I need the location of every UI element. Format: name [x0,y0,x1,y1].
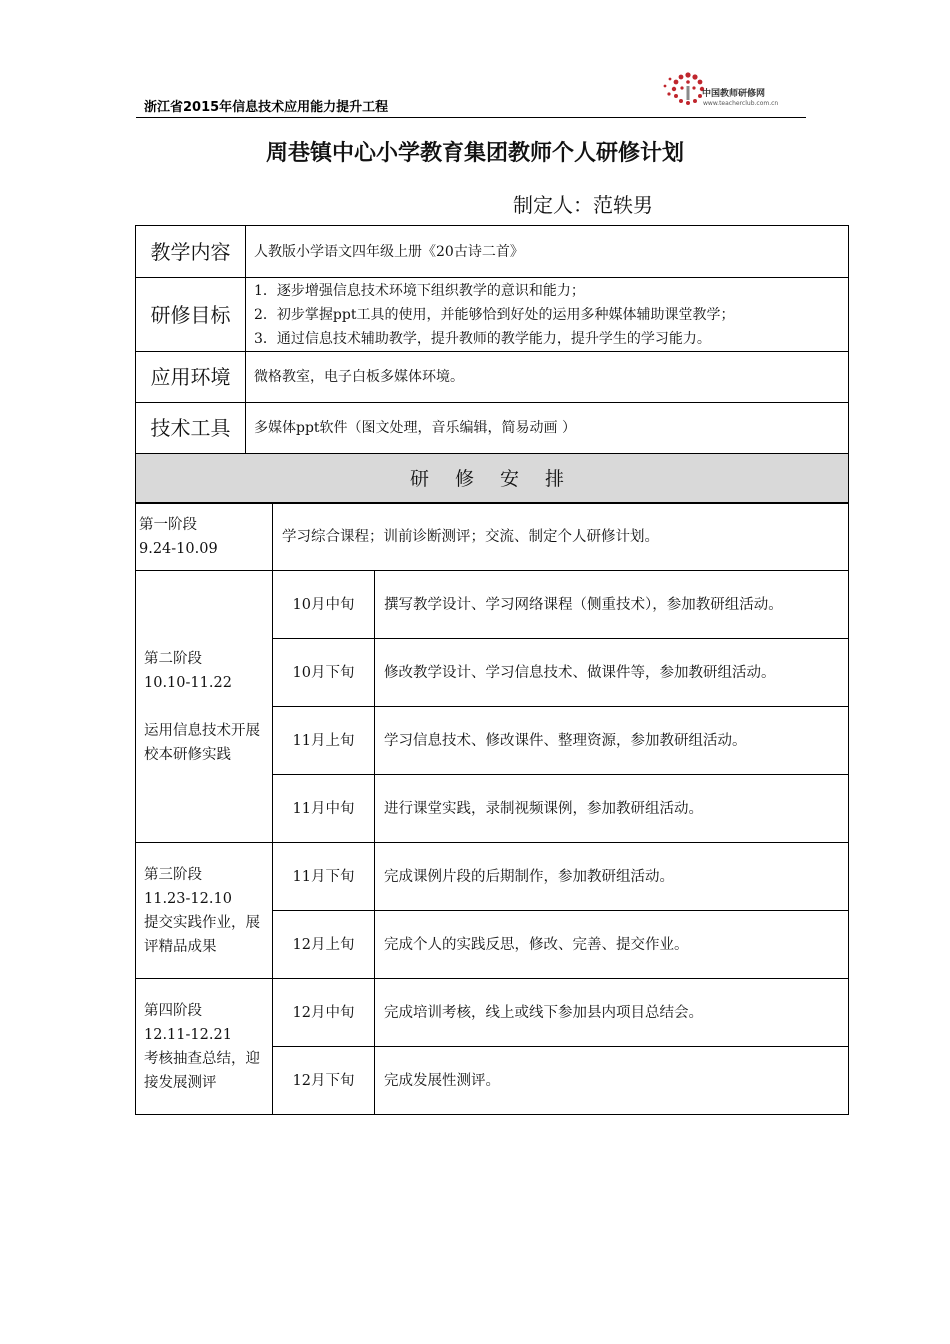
stage-line: 第一阶段 [139,516,197,533]
info-row-content [136,226,849,278]
activity-cell: 完成发展性测评。 [375,1047,849,1115]
month-cell: 11月下旬 [273,843,375,911]
stage-line: 11.23-12.10 [144,890,232,907]
stage-line: 第四阶段 [144,1002,202,1019]
month-cell: 11月中旬 [273,775,375,843]
stage-line: 12.11-12.21 [144,1026,232,1043]
activity-cell: 完成个人的实践反思，修改、完善、提交作业。 [375,911,849,979]
info-table [135,225,849,504]
info-value [246,278,849,352]
info-label: 应用环境 [136,352,246,403]
stage-cell [136,571,273,843]
activity-cell: 完成课例片段的后期制作，参加教研组活动。 [375,843,849,911]
info-row-goals [136,278,849,352]
info-label: 技术工具 [136,403,246,454]
schedule-row [136,571,849,639]
stage-line: 运用信息技术开展校本研修实践 [144,722,260,763]
activity-cell: 修改教学设计、学习信息技术、做课件等，参加教研组活动。 [375,639,849,707]
stage-row [136,503,849,571]
activity-cell: 学习信息技术、修改课件、整理资源，参加教研组活动。 [375,707,849,775]
info-row-tools [136,403,849,454]
info-line: 3．通过信息技术辅助教学，提升教师的教学能力，提升学生的学习能力。 [254,330,711,347]
stage-spacer [144,695,264,719]
schedule-header-row [136,454,849,504]
schedule-row [136,979,849,1047]
activity-cell: 进行课堂实践，录制视频课例，参加教研组活动。 [375,775,849,843]
stage-line: 第三阶段 [144,866,202,883]
schedule-row [136,843,849,911]
header-rule [136,117,806,118]
info-row-environment [136,352,849,403]
stage-cell [136,503,273,571]
schedule-table [135,502,849,1115]
stage-cell [136,979,273,1115]
stage-line: 9.24-10.09 [139,540,218,557]
info-label: 研修目标 [136,278,246,352]
logo-name: 中国教师研修网 [702,89,766,99]
header-project-name: 浙江省2015年信息技术应用能力提升工程 [144,100,389,115]
info-line: 人教版小学语文四年级上册《20古诗二首》 [254,243,524,260]
info-line: 微格教室，电子白板多媒体环境。 [254,369,464,385]
activity-cell: 撰写教学设计、学习网络课程（侧重技术），参加教研组活动。 [375,571,849,639]
month-cell: 10月中旬 [273,571,375,639]
info-value [246,403,849,454]
month-cell: 12月下旬 [273,1047,375,1115]
info-value [246,226,849,278]
stage-line: 10.10-11.22 [144,674,232,691]
activity-cell: 学习综合课程；训前诊断测评；交流、制定个人研修计划。 [273,503,849,571]
info-line: 1．逐步增强信息技术环境下组织教学的意识和能力； [254,282,585,299]
stage-cell [136,843,273,979]
info-value [246,352,849,403]
stage-line: 第二阶段 [144,650,202,667]
activity-cell: 完成培训考核，线上或线下参加县内项目总结会。 [375,979,849,1047]
month-cell: 10月下旬 [273,639,375,707]
info-label: 教学内容 [136,226,246,278]
month-cell: 12月上旬 [273,911,375,979]
stage-line: 考核抽查总结，迎接发展测评 [144,1050,260,1091]
logo-url: www.teacherclub.com.cn [703,100,779,107]
info-line: 多媒体ppt软件（图文处理，音乐编辑，简易动画 ） [254,420,576,436]
month-cell: 11月上旬 [273,707,375,775]
stage-line: 提交实践作业，展评精品成果 [144,914,260,955]
schedule-title: 研 修 安 排 [136,454,849,504]
info-line: 2．初步掌握ppt工具的使用，并能够恰到好处的运用多种媒体辅助课堂教学； [254,306,735,323]
document-title: 周巷镇中心小学教育集团教师个人研修计划 [265,141,684,166]
month-cell: 12月中旬 [273,979,375,1047]
author-line: 制定人：范轶男 [513,193,653,217]
